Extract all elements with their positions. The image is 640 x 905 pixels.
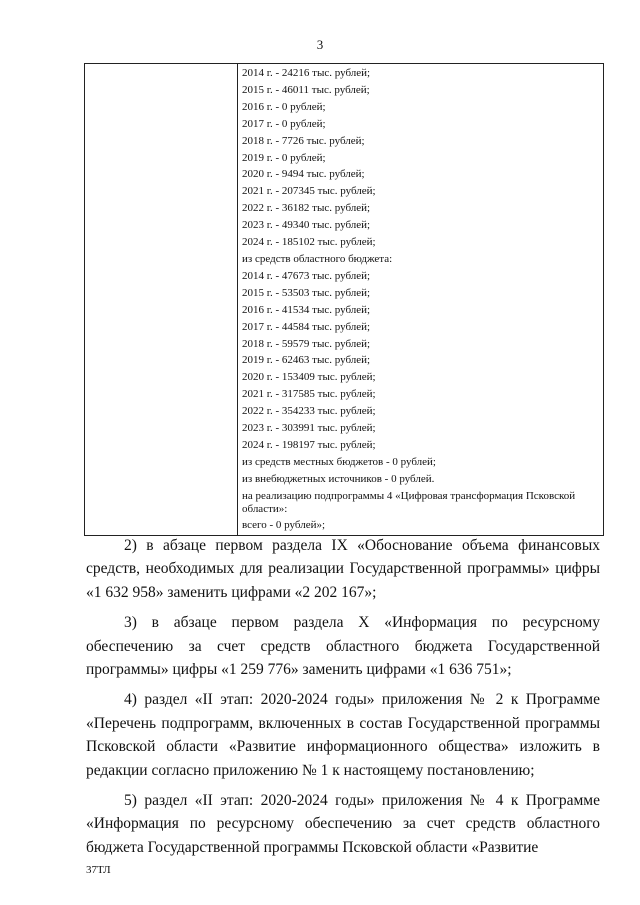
funding-line: 2021 г. - 317585 тыс. рублей; (242, 388, 376, 401)
funding-line: 2014 г. - 47673 тыс. рублей; (242, 269, 371, 282)
funding-line: всего - 0 рублей»; (242, 518, 326, 531)
funding-line: из средств областного бюджета: (242, 252, 393, 265)
funding-line: 2021 г. - 207345 тыс. рублей; (242, 185, 376, 198)
funding-line: 2014 г. - 24216 тыс. рублей; (242, 67, 371, 79)
funding-line: 2018 г. - 7726 тыс. рублей; (242, 134, 365, 147)
paragraph-item-2: 2) в абзаце первом раздела IX «Обоснование объема финансовых средств, необходимых для реализации Государственной программы» цифры «1 632 958» заменить цифрами «2 202 167»; (86, 537, 600, 601)
table-right-cell (238, 64, 604, 536)
amendment-text (86, 534, 600, 866)
funding-line: из внебюджетных источников - 0 рублей. (242, 472, 435, 485)
funding-line: 2020 г. - 9494 тыс. рублей; (242, 168, 365, 181)
funding-table (84, 63, 604, 536)
funding-line: из средств местных бюджетов - 0 рублей; (242, 455, 436, 468)
funding-line: 2016 г. - 41534 тыс. рублей; (242, 303, 371, 316)
funding-line: 2020 г. - 153409 тыс. рублей; (242, 371, 376, 384)
funding-line: 2022 г. - 354233 тыс. рублей; (242, 405, 376, 418)
funding-line: 2022 г. - 36182 тыс. рублей; (242, 202, 371, 215)
funding-line: 2017 г. - 44584 тыс. рублей; (242, 320, 371, 333)
funding-line: 2023 г. - 303991 тыс. рублей; (242, 422, 376, 435)
funding-line: 2019 г. - 62463 тыс. рублей; (242, 354, 371, 367)
table-left-cell (85, 64, 238, 536)
paragraph-item-4: 4) раздел «II этап: 2020-2024 годы» приложения № 2 к Программе «Перечень подпрограмм, включенных в состав Государственной программы Псковской области «Развитие информационного общества» изложить в редакции согласно приложению № 1 к настоящему постановлению; (86, 691, 600, 779)
funding-line: 2016 г. - 0 рублей; (242, 100, 326, 113)
funding-line: 2024 г. - 198197 тыс. рублей; (242, 438, 376, 451)
funding-line: 2015 г. - 53503 тыс. рублей; (242, 286, 371, 299)
table-row (85, 64, 604, 536)
paragraph-item-5: 5) раздел «II этап: 2020-2024 годы» приложения № 4 к Программе «Информация по ресурсному обеспечению за счет средств областного бюджета Государственной программы Псковской области «Развитие (86, 792, 600, 856)
funding-line: 2024 г. - 185102 тыс. рублей; (242, 236, 376, 249)
funding-line: 2019 г. - 0 рублей; (242, 151, 326, 164)
paragraph-item-3: 3) в абзаце первом раздела X «Информация по ресурсному обеспечению за счет средств областного бюджета Государственной программы» цифры «1 259 776» заменить цифрами «1 636 751»; (86, 614, 600, 679)
document-code: 37ТЛ (86, 864, 111, 876)
funding-line: 2017 г. - 0 рублей; (242, 117, 326, 130)
funding-line: 2015 г. - 46011 тыс. рублей; (242, 83, 370, 96)
funding-line: на реализацию подпрограммы 4 «Цифровая трансформация Псковской области»: (242, 489, 576, 515)
page-number: 3 (316, 37, 324, 52)
funding-line: 2023 г. - 49340 тыс. рублей; (242, 219, 371, 232)
funding-line: 2018 г. - 59579 тыс. рублей; (242, 337, 371, 350)
